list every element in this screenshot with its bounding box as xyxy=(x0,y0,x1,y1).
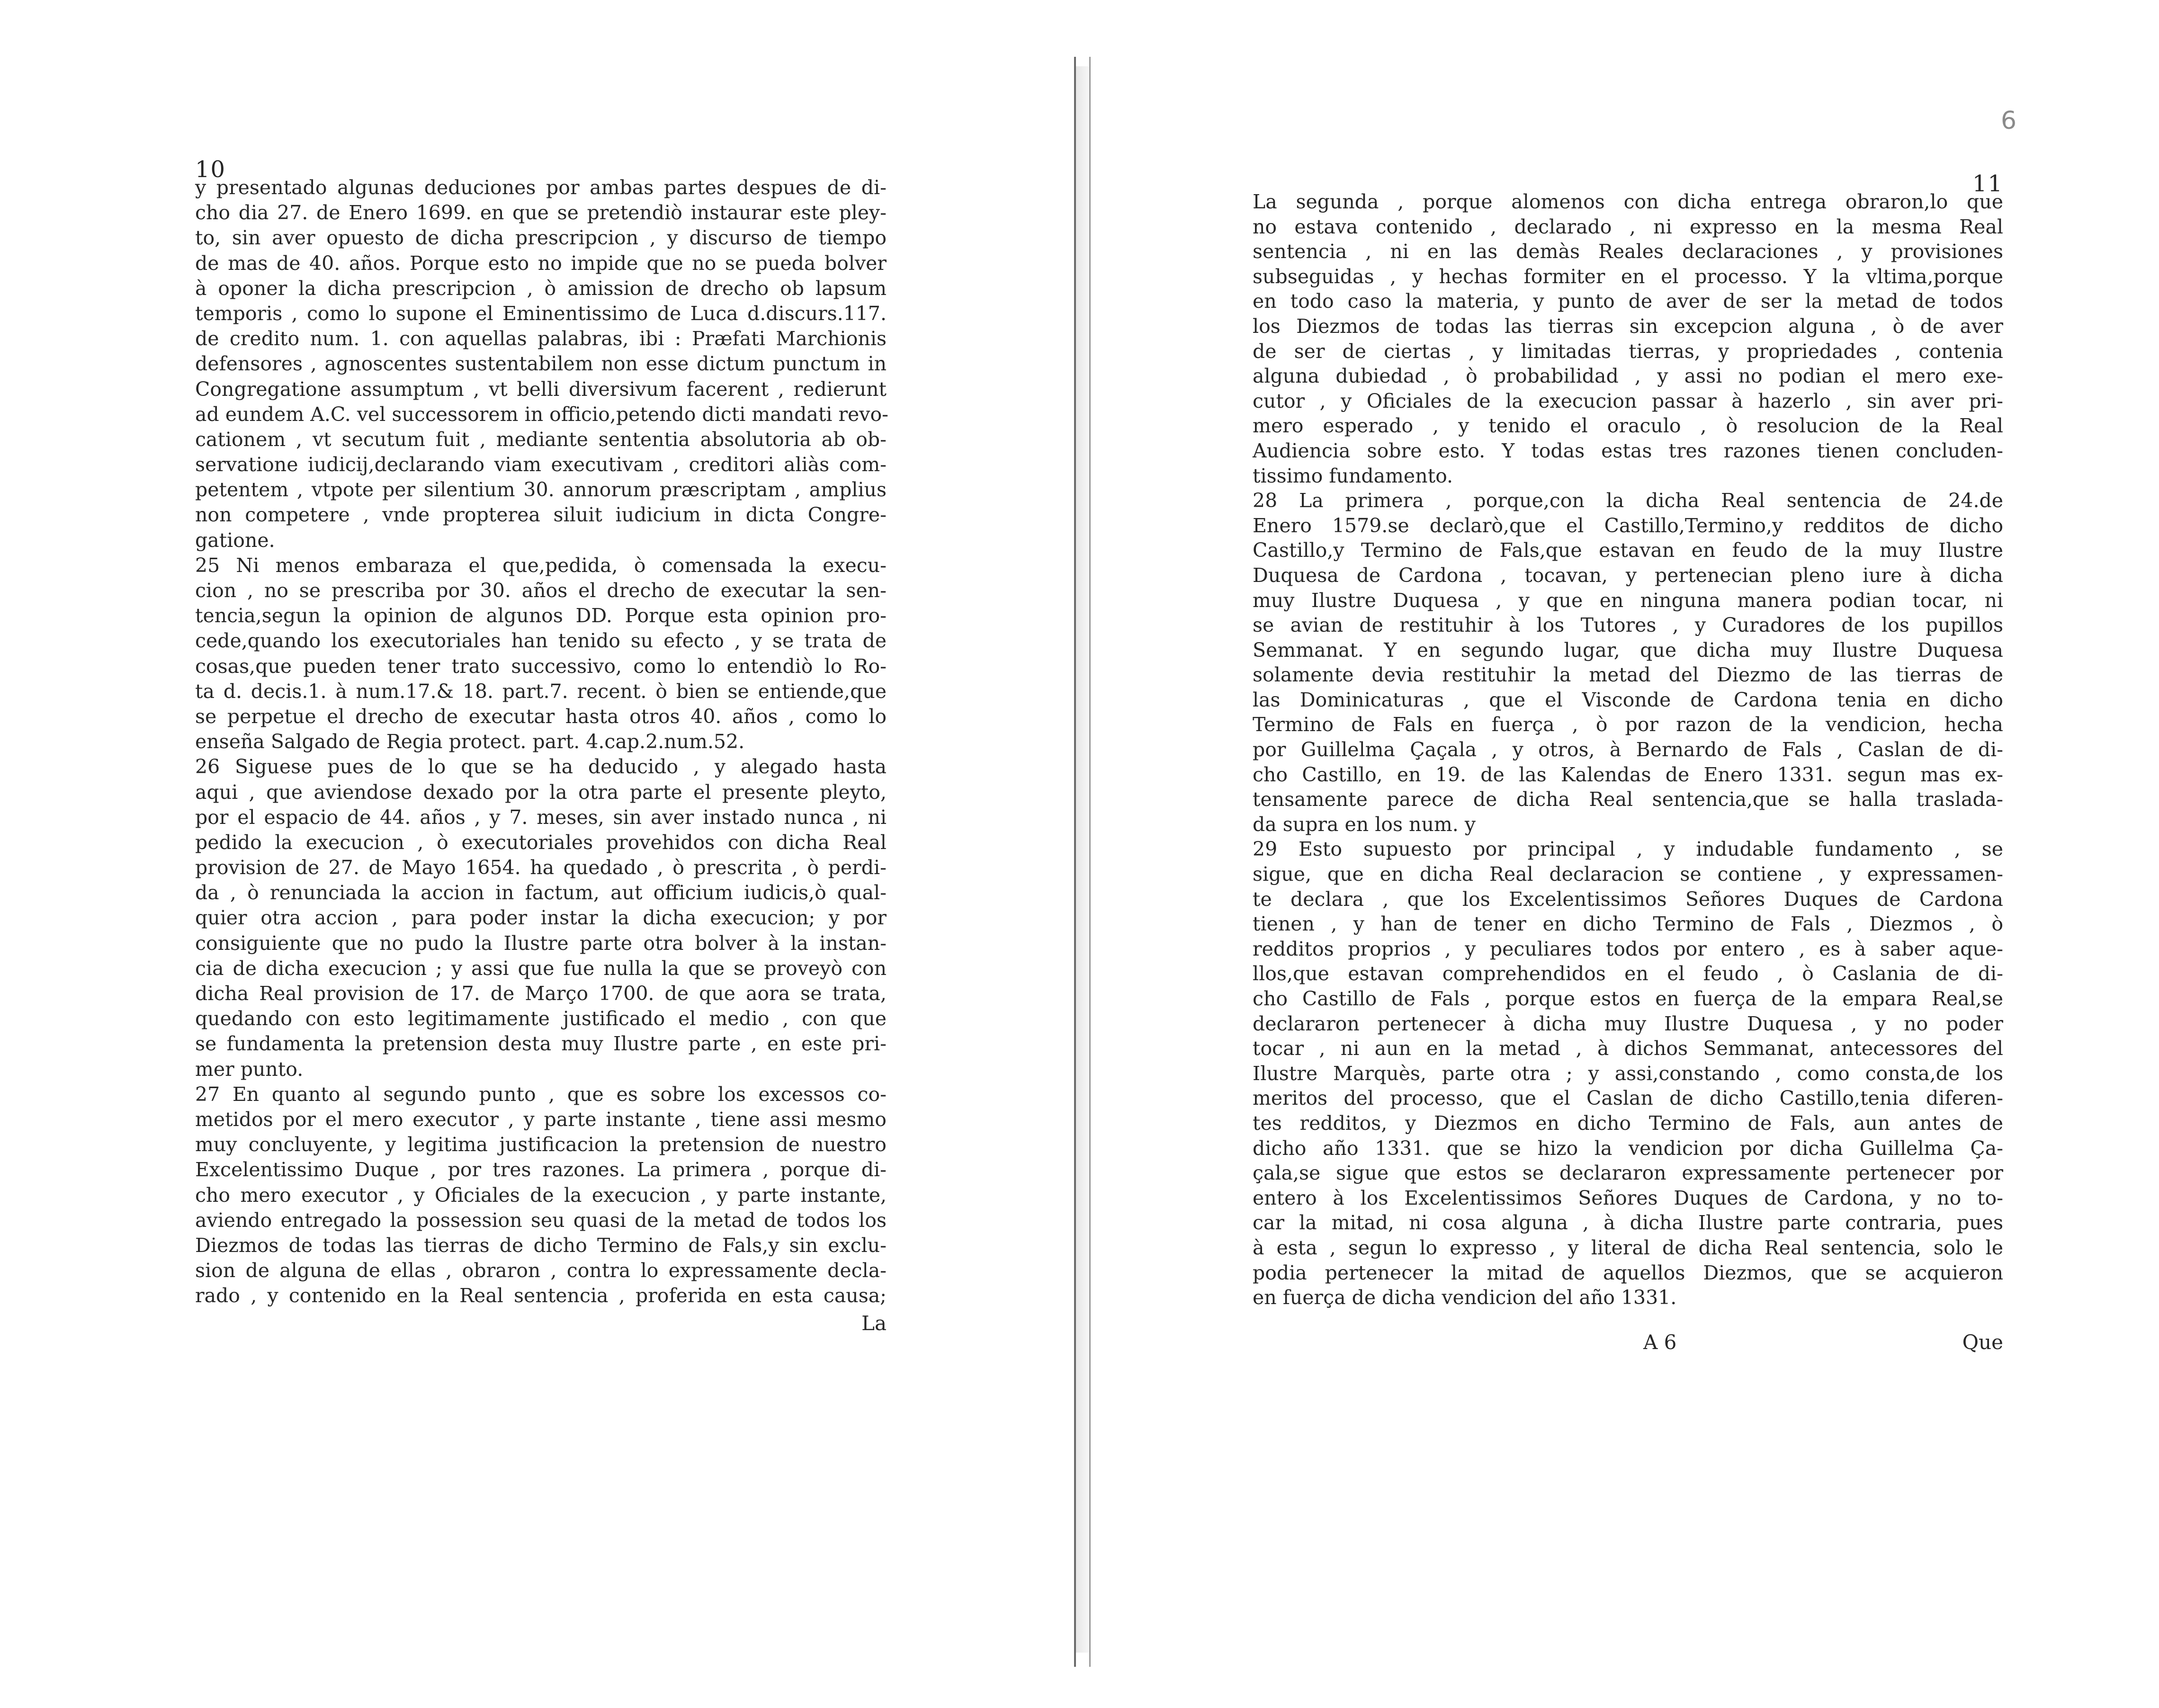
text-line: se fundamenta la pretension desta muy Ilustre parte , en este pri- xyxy=(195,1032,887,1055)
text-line: defensores , agnoscentes sustentabilem non esse dictum punctum in xyxy=(195,352,887,376)
right-page-body xyxy=(1253,189,2003,1310)
text-line: pedido la execucion , ò executoriales provehidos con dicha Real xyxy=(195,831,887,854)
text-line: Castillo,y Termino de Fals,que estavan en feudo de la muy Ilustre xyxy=(1253,539,2003,562)
text-line: 29 Esto supuesto por principal , y indudable fundamento , se xyxy=(1253,838,2003,861)
right-catchword: Que xyxy=(1962,1331,2003,1354)
text-line: gatione. xyxy=(195,528,275,552)
text-line: subseguidas , y hechas formiter en el processo. Y la vltima,porque xyxy=(1253,265,2003,288)
text-line: por Guillelma Çaçala , y otros, à Bernardo de Fals , Caslan de di- xyxy=(1253,738,2003,761)
text-line: aqui , que aviendose dexado por la otra parte el presente pleyto, xyxy=(195,780,887,804)
text-line: se avian de restituhir à los Tutores , y Curadores de los pupillos xyxy=(1253,614,2003,637)
text-line: sigue, que en dicha Real declaracion se contiene , y expressamen- xyxy=(1253,863,2003,886)
text-line: 25 Ni menos embaraza el que,pedida, ò comensada la execu- xyxy=(195,554,887,577)
text-line: muy concluyente, y legitima justificacion la pretension de nuestro xyxy=(195,1133,887,1156)
text-line: da supra en los num. y xyxy=(1253,813,1476,836)
text-line: da , ò renunciada la accion in factum, aut officium iudicis,ò qual- xyxy=(195,881,887,904)
text-line: quier otra accion , para poder instar la dicha execucion; y por xyxy=(195,906,887,930)
text-line: sion de alguna de ellas , obraron , contra lo expressamente decla- xyxy=(195,1259,887,1282)
text-line: cho Castillo, en 19. de las Kalendas de Enero 1331. segun mas ex- xyxy=(1253,763,2003,786)
text-line: cia de dicha execucion ; y assi que fue nulla la que se proveyò con xyxy=(195,957,887,980)
left-page-body xyxy=(195,175,887,1308)
text-line: tocar , ni aun en la metad , à dichos Semmanat, antecessores del xyxy=(1253,1037,2003,1060)
gutter-line-right xyxy=(1089,57,1091,1667)
text-line: entero à los Excelentissimos Señores Duques de Cardona, y no to- xyxy=(1253,1186,2003,1209)
text-line: provision de 27. de Mayo 1654. ha quedado , ò prescrita , ò perdi- xyxy=(195,856,887,879)
text-line: en fuerça de dicha vendicion del año 1331. xyxy=(1253,1286,1677,1309)
text-line: cede,quando los executoriales han tenido su efecto , y se trata de xyxy=(195,629,887,653)
gutter-line-left xyxy=(1074,57,1076,1667)
text-line: Ilustre Marquès, parte otra ; y assi,constando , como consta,de los xyxy=(1253,1062,2003,1085)
text-line: tes redditos, y Diezmos en dicho Termino de Fals, aun antes de xyxy=(1253,1111,2003,1135)
text-line: de credito num. 1. con aquellas palabras, ibi : Præfati Marchionis xyxy=(195,327,887,350)
text-line: Termino de Fals en fuerça , ò por razon de la vendicion, hecha xyxy=(1253,713,2003,736)
text-line: cho Castillo de Fals , porque estos en fuerça de la empara Real,se xyxy=(1253,987,2003,1010)
text-line: de ser de ciertas , y limitadas tierras, y propriedades , contenia xyxy=(1253,340,2003,363)
text-line: alguna dubiedad , ò probabilidad , y assi no podian el mero exe- xyxy=(1253,365,2003,388)
text-line: sentencia , ni en las demàs Reales declaraciones , y provisiones xyxy=(1253,240,2003,263)
text-line: rado , y contenido en la Real sentencia , proferida en esta causa; xyxy=(195,1284,887,1307)
text-line: car la mitad, ni cosa alguna , à dicha Ilustre parte contraria, pues xyxy=(1253,1211,2003,1234)
text-line: 27 En quanto al segundo punto , que es sobre los excessos co- xyxy=(195,1082,887,1106)
gutter-shadow xyxy=(1076,66,1089,1653)
text-line: petentem , vtpote per silentium 30. annorum præscriptam , amplius xyxy=(195,478,887,501)
text-line: consiguiente que no pudo la Ilustre parte otra bolver à la instan- xyxy=(195,931,887,955)
text-line: tienen , y han de tener en dicho Termino de Fals , Diezmos , ò xyxy=(1253,912,2003,936)
text-line: redditos proprios , y peculiares todos por entero , es à saber aque- xyxy=(1253,937,2003,960)
text-line: se perpetue el drecho de executar hasta otros 40. años , como lo xyxy=(195,705,887,728)
text-line: 28 La primera , porque,con la dicha Real sentencia de 24.de xyxy=(1253,489,2003,512)
text-line: mero esperado , y tenido el oraculo , ò resolucion de la Real xyxy=(1253,414,2003,438)
text-line: ad eundem A.C. vel successorem in officio,petendo dicti mandati revo- xyxy=(195,402,889,426)
text-line: Duquesa de Cardona , tocavan, y pertenecian pleno iure à dicha xyxy=(1253,563,2003,587)
signature-mark: A 6 xyxy=(1643,1331,1677,1354)
text-line: declararon pertenecer à dicha muy Ilustre Duquesa , y no poder xyxy=(1253,1012,2003,1035)
text-line: de mas de 40. años. Porque esto no impide que no se pueda bolver xyxy=(195,251,887,275)
text-line: tissimo fundamento. xyxy=(1253,464,1453,487)
text-line: podia pertenecer la mitad de aquellos Diezmos, que se acquieron xyxy=(1253,1261,2003,1284)
text-line: quedando con esto legitimamente justificado el medio , con que xyxy=(195,1007,887,1030)
text-line: çala,se sigue que estos se declararon expressamente pertenecer por xyxy=(1253,1162,2003,1185)
text-line: llos,que estavan comprehendidos en el feudo , ò Caslania de di- xyxy=(1253,962,2003,985)
text-line: mer punto. xyxy=(195,1057,304,1081)
right-page-number: 11 xyxy=(1972,170,2003,197)
text-line: à esta , segun lo expresso , y literal de dicha Real sentencia, solo le xyxy=(1253,1236,2003,1259)
text-line: enseña Salgado de Regia protect. part. 4.cap.2.num.52. xyxy=(195,730,745,753)
text-line: Enero 1579.se declarò,que el Castillo,Termino,y redditos de dicho xyxy=(1253,514,2003,537)
text-line: cosas,que pueden tener trato successivo, como lo entendiò lo Ro- xyxy=(195,654,887,678)
left-page-number: 10 xyxy=(195,156,226,183)
text-line: temporis , como lo supone el Eminentissimo de Luca d.discurs.117. xyxy=(195,302,887,325)
text-line: Diezmos de todas las tierras de dicho Termino de Fals,y sin exclu- xyxy=(195,1234,887,1257)
text-line: las Dominicaturas , que el Visconde de Cardona tenia en dicho xyxy=(1253,688,2003,711)
text-line: solamente devia restituhir la metad del Diezmo de las tierras de xyxy=(1253,663,2003,687)
text-line: cationem , vt secutum fuit , mediante sententia absolutoria ab ob- xyxy=(195,428,887,451)
text-line: en todo caso la materia, y punto de aver de ser la metad de todos xyxy=(1253,290,2003,313)
text-line: meritos del processo, que el Caslan de dicho Castillo,tenia diferen- xyxy=(1253,1087,2003,1110)
text-line: Congregatione assumptum , vt belli diversivum facerent , redierunt xyxy=(195,377,887,401)
text-line: muy Ilustre Duquesa , y que en ninguna manera podian tocar, ni xyxy=(1253,589,2003,612)
text-line: aviendo entregado la possession seu quasi de la metad de todos los xyxy=(195,1208,887,1232)
text-line: no estava contenido , declarado , ni expresso en la mesma Real xyxy=(1253,215,2003,238)
text-line: tensamente parece de dicha Real sentencia,que se halla traslada- xyxy=(1253,788,2003,811)
left-catchword: La xyxy=(861,1312,887,1335)
text-line: por el espacio de 44. años , y 7. meses, sin aver instado nunca , ni xyxy=(195,805,887,829)
text-line: Audiencia sobre esto. Y todas estas tres razones tienen concluden- xyxy=(1253,439,2003,462)
text-line: metidos por el mero executor , y parte instante , tiene assi mesmo xyxy=(195,1108,887,1131)
folio-pencil-number: 6 xyxy=(2001,107,2017,135)
text-line: cutor , y Oficiales de la execucion passar à hazerlo , sin aver pri- xyxy=(1253,389,2003,412)
text-line: ta d. decis.1. à num.17.& 18. part.7. recent. ò bien se entiende,que xyxy=(195,680,887,703)
text-line: servatione iudicij,declarando viam executivam , creditori aliàs com- xyxy=(195,453,887,476)
text-line: La segunda , porque alomenos con dicha entrega obraron,lo que xyxy=(1253,190,2003,213)
text-line: 26 Siguese pues de lo que se ha deducido , y alegado hasta xyxy=(195,755,887,778)
text-line: non competere , vnde propterea siluit iudicium in dicta Congre- xyxy=(195,503,887,527)
text-line: y presentado algunas deduciones por ambas partes despues de di- xyxy=(195,176,887,199)
text-line: te declara , que los Excelentissimos Señores Duques de Cardona xyxy=(1253,887,2003,911)
text-line: cion , no se prescriba por 30. años el drecho de executar la sen- xyxy=(195,579,887,602)
text-line: dicha Real provision de 17. de Março 1700. de que aora se trata, xyxy=(195,982,887,1005)
text-line: cho mero executor , y Oficiales de la execucion , y parte instante, xyxy=(195,1183,887,1207)
text-line: to, sin aver opuesto de dicha prescripcion , y discurso de tiempo xyxy=(195,226,887,250)
text-line: los Diezmos de todas las tierras sin excepcion alguna , ò de aver xyxy=(1253,314,2003,338)
text-line: tencia,segun la opinion de algunos DD. Porque esta opinion pro- xyxy=(195,604,887,627)
text-line: Excelentissimo Duque , por tres razones. La primera , porque di- xyxy=(195,1158,887,1181)
text-line: dicho año 1331. que se hizo la vendicion por dicha Guillelma Ça- xyxy=(1253,1136,2003,1160)
text-line: à oponer la dicha prescripcion , ò amission de drecho ob lapsum xyxy=(195,277,887,300)
text-line: Semmanat. Y en segundo lugar, que dicha muy Ilustre Duquesa xyxy=(1253,638,2003,662)
text-line: cho dia 27. de Enero 1699. en que se pretendiò instaurar este pley- xyxy=(195,201,887,224)
